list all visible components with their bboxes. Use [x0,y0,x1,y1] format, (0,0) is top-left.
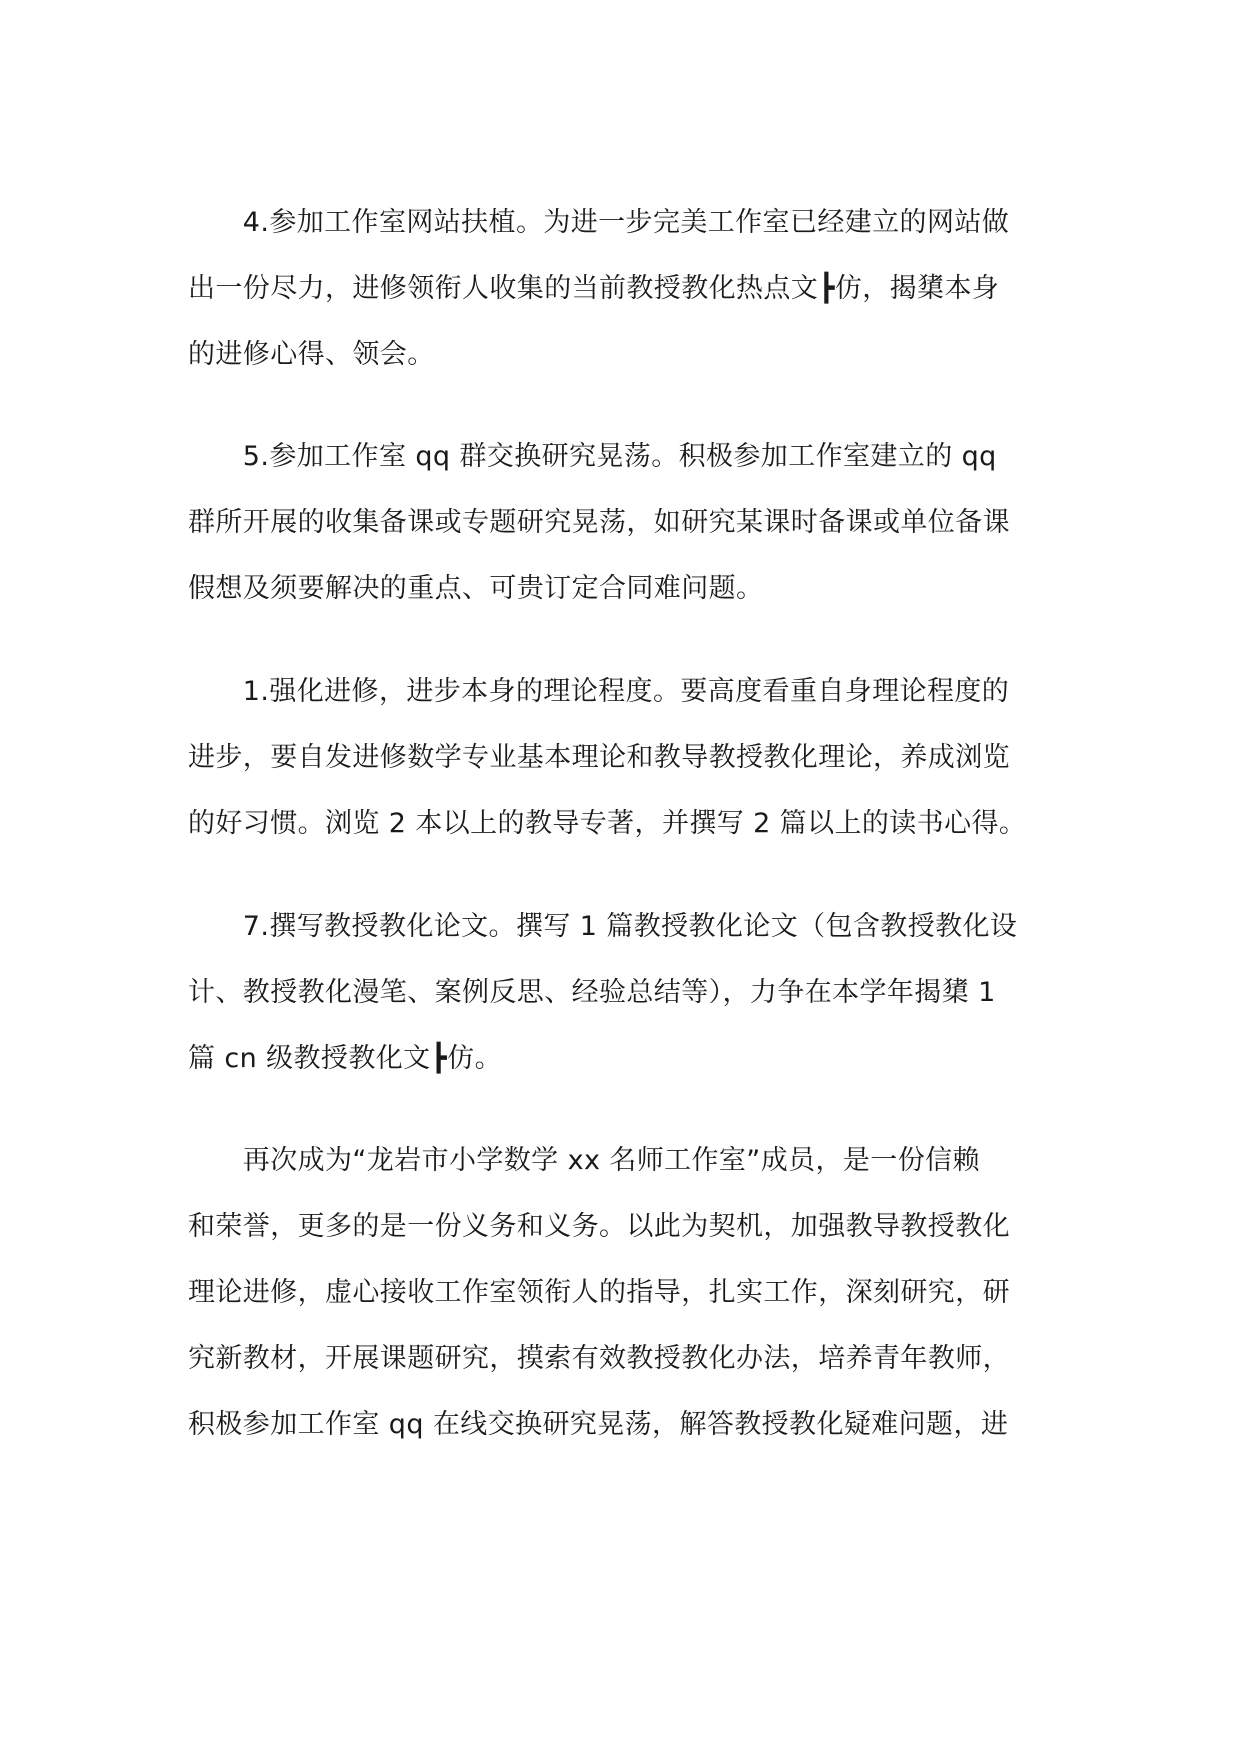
text-line: 的好习惯。浏览 2 本以上的教导专著，并撰写 2 篇以上的读书心得。 [188,808,1027,839]
text-line: 出一份尽力，进修领衔人收集的当前教授教化热点文┣仿，揭橥本身 [188,273,1000,304]
text-line: 篇 cn 级教授教化文┣仿。 [188,1043,502,1074]
text-line: 积极参加工作室 qq 在线交换研究晃荡，解答教授教化疑难问题，进 [188,1409,1009,1440]
paragraph-closing [188,1128,1068,1458]
paragraph-item-7 [188,894,1068,1092]
text-line: 进步，要自发进修数学专业基本理论和教导教授教化理论，养成浏览 [188,742,1010,773]
text-line: 假想及须要解决的重点、可贵订定合同难问题。 [188,573,764,604]
paragraph-item-5 [188,424,1068,622]
text-line: 再次成为“龙岩市小学数学 xx 名师工作室”成员，是一份信赖 [188,1145,980,1176]
paragraph-item-4 [188,190,1068,388]
text-line: 理论进修，虚心接收工作室领衔人的指导，扎实工作，深刻研究，研 [188,1277,1010,1308]
text-line: 群所开展的收集备课或专题研究晃荡，如研究某课时备课或单位备课 [188,507,1010,538]
text-line: 计、教授教化漫笔、案例反思、经验总结等），力争在本学年揭橥 1 [188,977,996,1008]
text-line: 的进修心得、领会。 [188,339,435,370]
text-line: 4.参加工作室网站扶植。为进一步完美工作室已经建立的网站做 [188,207,1010,238]
text-line: 究新教材，开展课题研究，摸索有效教授教化办法，培养青年教师， [188,1343,1010,1374]
text-line: 7.撰写教授教化论文。撰写 1 篇教授教化论文（包含教授教化设 [188,911,1018,942]
paragraph-item-1 [188,659,1068,857]
text-line: 5.参加工作室 qq 群交换研究晃荡。积极参加工作室建立的 qq [188,441,997,472]
text-line: 1.强化进修，进步本身的理论程度。要高度看重自身理论程度的 [188,676,1010,707]
text-line: 和荣誉，更多的是一份义务和义务。以此为契机，加强教导教授教化 [188,1211,1010,1242]
